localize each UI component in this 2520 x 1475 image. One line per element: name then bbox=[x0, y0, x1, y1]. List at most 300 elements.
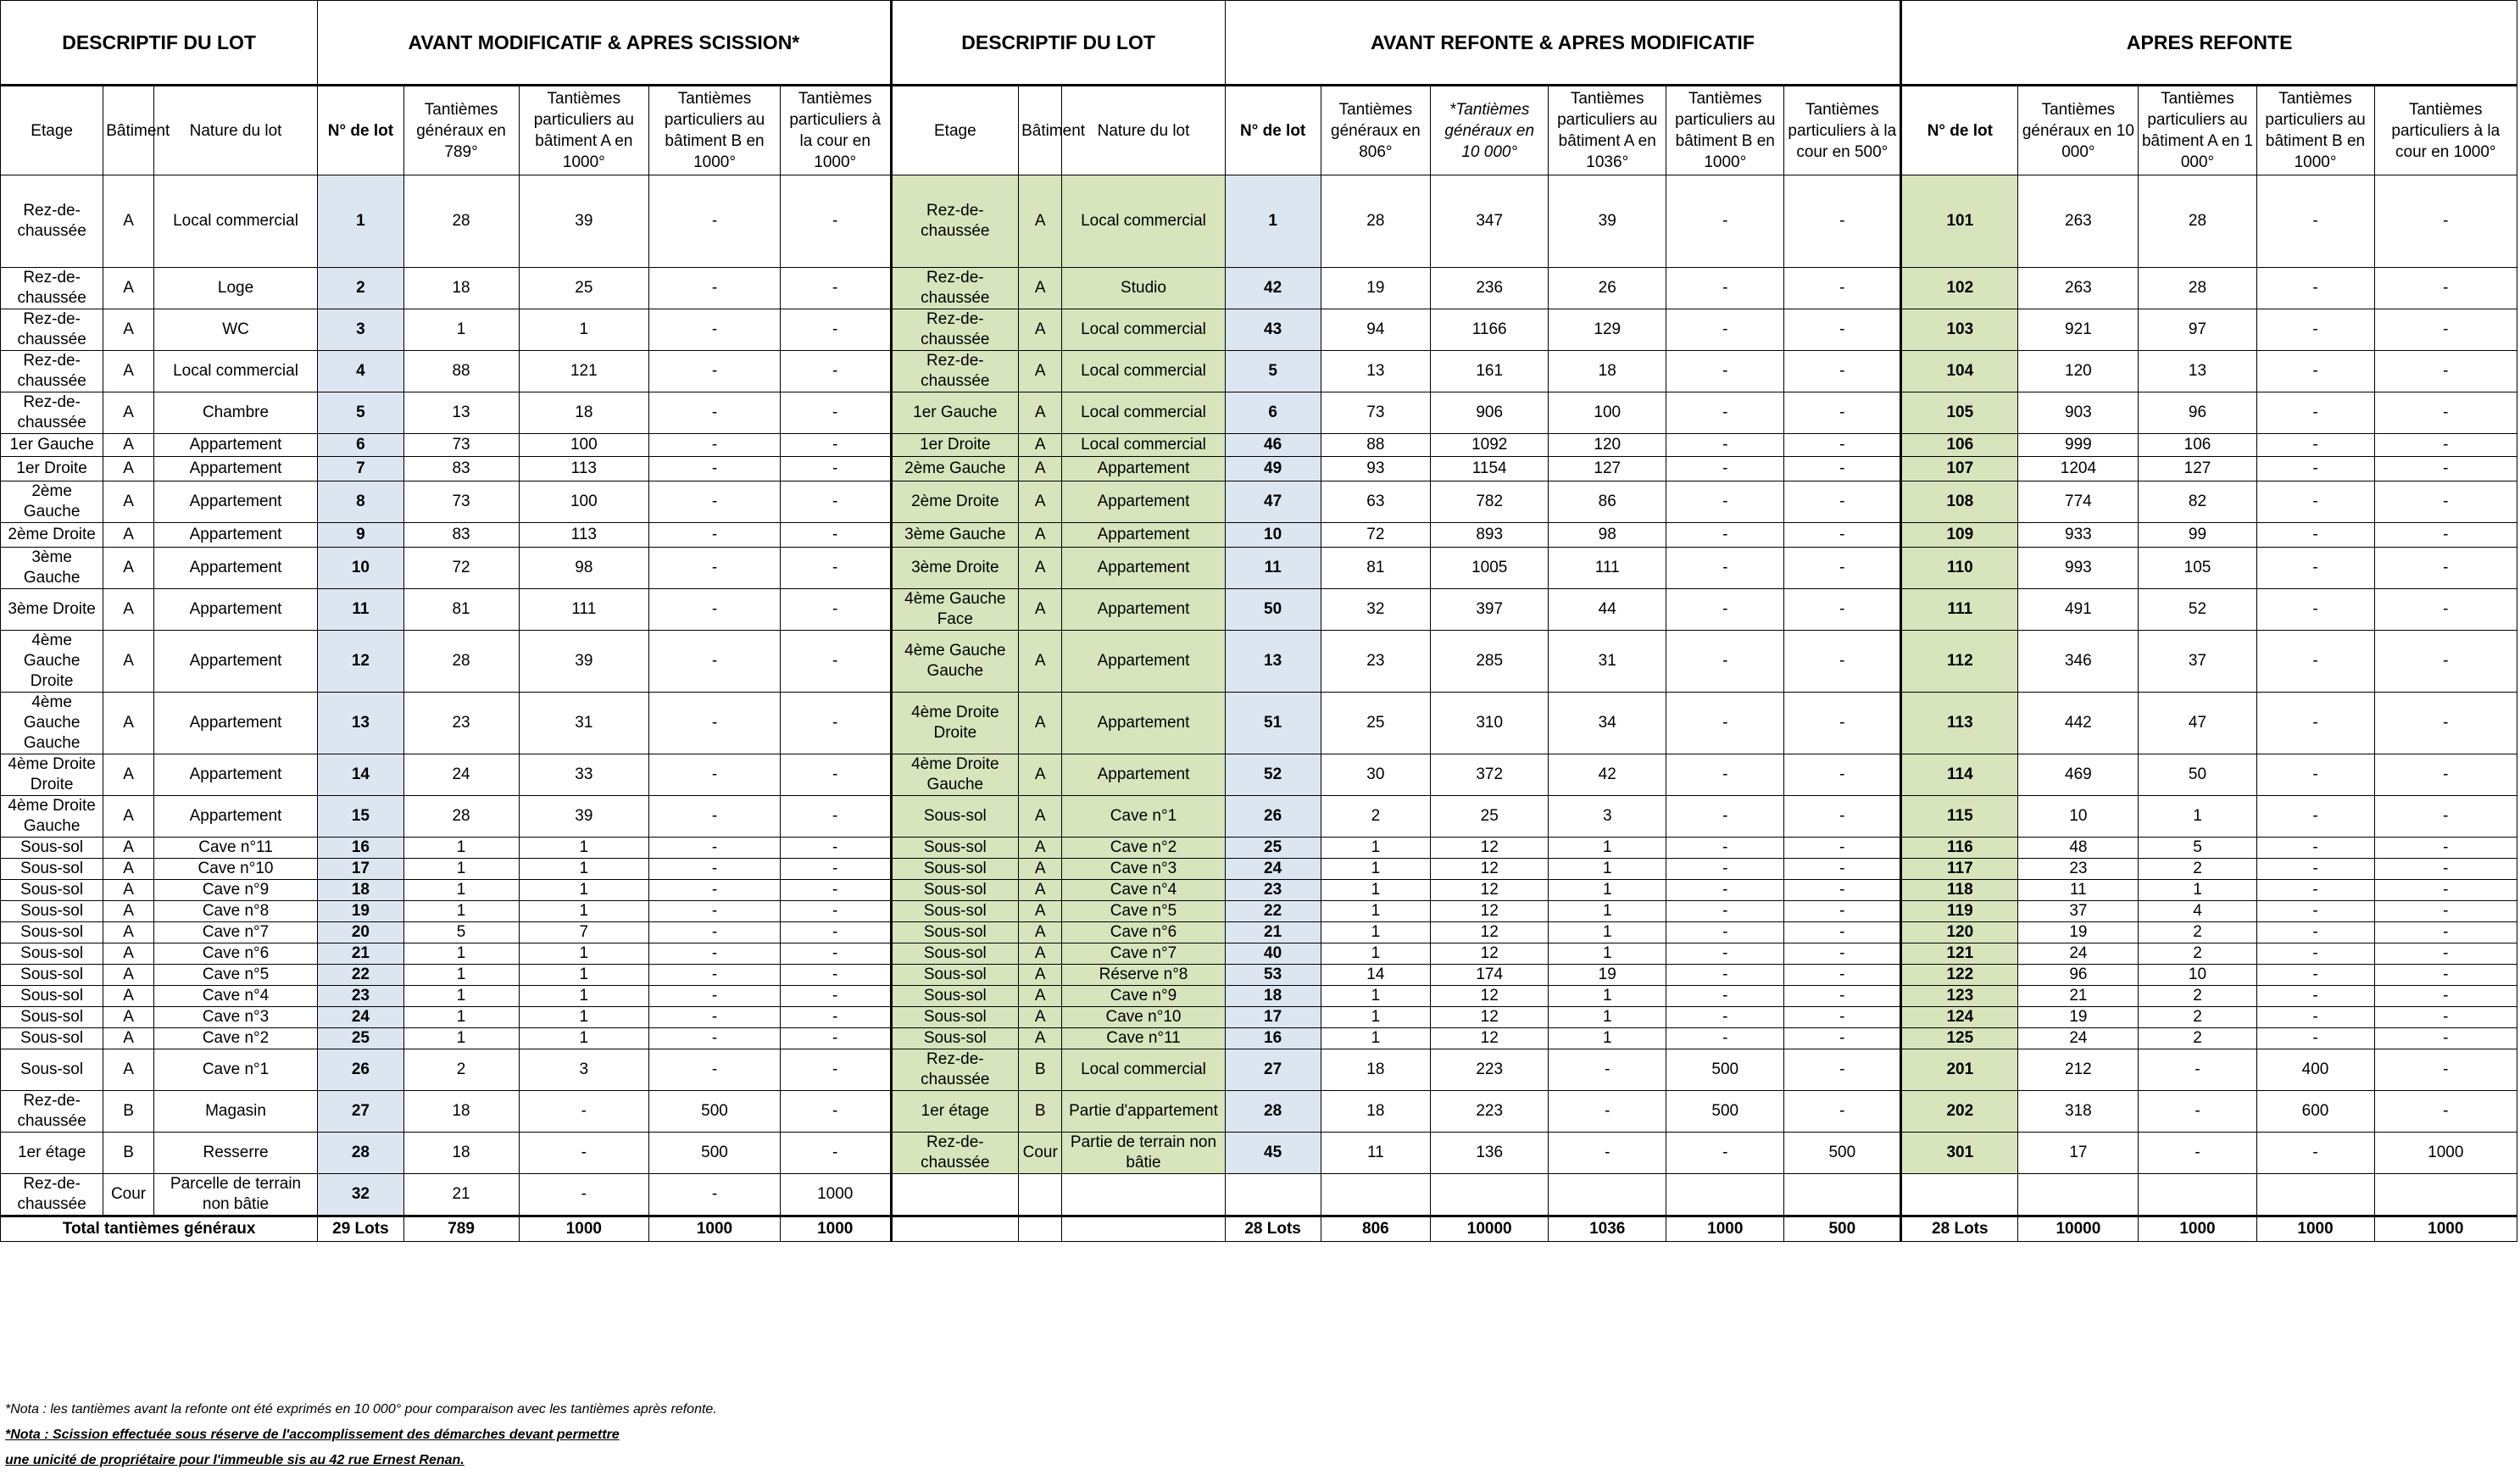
table-cell: Magasin bbox=[153, 1091, 317, 1133]
table-row bbox=[1, 589, 2517, 631]
table-cell: - bbox=[780, 268, 891, 309]
table-cell: 3ème Droite bbox=[1, 589, 103, 631]
total-cell: 29 Lots bbox=[318, 1216, 403, 1242]
table-cell: Sous-sol bbox=[891, 1007, 1019, 1028]
table-cell: - bbox=[780, 943, 891, 965]
column-header: *Tantièmes généraux en 10 000° bbox=[1431, 86, 1549, 175]
column-header-row bbox=[1, 86, 2517, 175]
table-cell: 39 bbox=[1549, 175, 1666, 268]
table-cell: 993 bbox=[2018, 548, 2139, 589]
table-cell: - bbox=[2374, 631, 2517, 693]
table-cell: 120 bbox=[2018, 351, 2139, 392]
table-cell: Partie de terrain non bâtie bbox=[1062, 1133, 1225, 1174]
table-cell: 202 bbox=[1901, 1091, 2018, 1133]
table-cell: - bbox=[2256, 943, 2374, 965]
total-cell: 10000 bbox=[1431, 1216, 1549, 1242]
table-cell bbox=[1784, 1174, 1901, 1216]
table-cell: - bbox=[1666, 523, 1784, 548]
table-cell bbox=[891, 1174, 1019, 1216]
table-cell: 47 bbox=[1225, 481, 1321, 523]
table-cell: - bbox=[780, 859, 891, 880]
table-cell: 1 bbox=[403, 986, 519, 1007]
table-cell: 88 bbox=[1321, 434, 1431, 457]
table-cell: - bbox=[780, 1049, 891, 1091]
table-cell: 1 bbox=[519, 901, 649, 922]
table-cell: 18 bbox=[403, 1091, 519, 1133]
table-cell: 28 bbox=[2139, 268, 2256, 309]
table-cell: 24 bbox=[1225, 859, 1321, 880]
table-cell: Cave n°6 bbox=[1062, 922, 1225, 943]
table-cell: 125 bbox=[1901, 1028, 2018, 1049]
table-row bbox=[1, 754, 2517, 796]
table-cell: 19 bbox=[2018, 922, 2139, 943]
table-cell: 12 bbox=[1431, 859, 1549, 880]
table-cell: Cave n°6 bbox=[153, 943, 317, 965]
table-cell: B bbox=[1019, 1091, 1062, 1133]
table-row bbox=[1, 943, 2517, 965]
group-header: AVANT REFONTE & APRES MODIFICATIF bbox=[1225, 1, 1901, 86]
table-cell: Appartement bbox=[153, 523, 317, 548]
table-cell: - bbox=[2256, 922, 2374, 943]
table-cell: A bbox=[1019, 986, 1062, 1007]
table-cell: Cave n°11 bbox=[153, 838, 317, 859]
table-cell: - bbox=[1784, 309, 1901, 351]
table-cell: 301 bbox=[1901, 1133, 2018, 1174]
table-cell: - bbox=[780, 1133, 891, 1174]
table-cell: - bbox=[2374, 1007, 2517, 1028]
table-cell: 5 bbox=[318, 392, 403, 434]
table-cell: Sous-sol bbox=[891, 943, 1019, 965]
table-cell: Rez-de-chaussée bbox=[1, 1174, 103, 1216]
table-cell: 52 bbox=[2139, 589, 2256, 631]
table-cell: 49 bbox=[1225, 457, 1321, 481]
table-cell: 51 bbox=[1225, 693, 1321, 754]
table-cell: 47 bbox=[2139, 693, 2256, 754]
table-cell: - bbox=[1666, 986, 1784, 1007]
table-cell: - bbox=[780, 309, 891, 351]
footnotes bbox=[5, 1397, 717, 1473]
table-cell: 127 bbox=[2139, 457, 2256, 481]
table-cell: Local commercial bbox=[1062, 351, 1225, 392]
table-cell: Rez-de-chaussée bbox=[1, 175, 103, 268]
table-cell: 12 bbox=[1431, 838, 1549, 859]
table-cell: Resserre bbox=[153, 1133, 317, 1174]
table-cell: A bbox=[1019, 922, 1062, 943]
table-cell: Appartement bbox=[1062, 481, 1225, 523]
table-cell: 500 bbox=[649, 1133, 781, 1174]
column-header: Tantièmes particuliers à la cour en 1000° bbox=[780, 86, 891, 175]
table-cell: 32 bbox=[318, 1174, 403, 1216]
table-cell: 42 bbox=[1225, 268, 1321, 309]
table-row bbox=[1, 1028, 2517, 1049]
table-cell: - bbox=[2374, 175, 2517, 268]
table-cell: 86 bbox=[1549, 481, 1666, 523]
column-header: Etage bbox=[1, 86, 103, 175]
table-cell: - bbox=[2374, 523, 2517, 548]
table-cell: 13 bbox=[1321, 351, 1431, 392]
table-cell: 23 bbox=[2018, 859, 2139, 880]
table-row bbox=[1, 481, 2517, 523]
table-cell: 16 bbox=[1225, 1028, 1321, 1049]
table-cell: - bbox=[2374, 838, 2517, 859]
table-cell: 1er Gauche bbox=[1, 434, 103, 457]
table-cell: 99 bbox=[2139, 523, 2256, 548]
table-cell: Sous-sol bbox=[1, 922, 103, 943]
table-cell: 42 bbox=[1549, 754, 1666, 796]
column-header: Tantièmes généraux en 789° bbox=[403, 86, 519, 175]
table-cell: 1 bbox=[1321, 880, 1431, 901]
table-cell: 1 bbox=[1549, 922, 1666, 943]
table-cell: - bbox=[780, 901, 891, 922]
table-cell: A bbox=[1019, 631, 1062, 693]
table-row bbox=[1, 1174, 2517, 1216]
group-header-row bbox=[1, 1, 2517, 86]
table-cell: - bbox=[2256, 1028, 2374, 1049]
table-cell: Cave n°5 bbox=[1062, 901, 1225, 922]
table-cell: 93 bbox=[1321, 457, 1431, 481]
table-cell: Sous-sol bbox=[1, 986, 103, 1007]
table-cell: 18 bbox=[1225, 986, 1321, 1007]
table-cell: - bbox=[1784, 351, 1901, 392]
table-cell: 1 bbox=[403, 1007, 519, 1028]
table-cell: 26 bbox=[318, 1049, 403, 1091]
total-cell bbox=[1062, 1216, 1225, 1242]
table-cell: - bbox=[2256, 901, 2374, 922]
table-row bbox=[1, 457, 2517, 481]
table-cell: Local commercial bbox=[1062, 392, 1225, 434]
table-cell: 4ème Gauche Droite bbox=[1, 631, 103, 693]
table-cell: 22 bbox=[1225, 901, 1321, 922]
table-cell: 1 bbox=[403, 943, 519, 965]
table-cell: 100 bbox=[519, 481, 649, 523]
table-cell: - bbox=[1784, 631, 1901, 693]
table-cell: 45 bbox=[1225, 1133, 1321, 1174]
table-cell: 12 bbox=[1431, 1028, 1549, 1049]
table-cell bbox=[2256, 1174, 2374, 1216]
table-cell: - bbox=[2256, 986, 2374, 1007]
table-cell: - bbox=[519, 1091, 649, 1133]
table-cell: - bbox=[2256, 268, 2374, 309]
table-cell: 1 bbox=[519, 859, 649, 880]
table-cell: 14 bbox=[1321, 965, 1431, 986]
table-cell: Appartement bbox=[1062, 548, 1225, 589]
table-cell: A bbox=[103, 631, 154, 693]
table-cell: - bbox=[1666, 589, 1784, 631]
table-cell: A bbox=[103, 754, 154, 796]
table-cell: 2ème Gauche bbox=[891, 457, 1019, 481]
table-cell: Sous-sol bbox=[1, 1007, 103, 1028]
table-cell: 1 bbox=[1321, 1028, 1431, 1049]
table-cell: Sous-sol bbox=[891, 1028, 1019, 1049]
table-cell: 101 bbox=[1901, 175, 2018, 268]
table-cell: 5 bbox=[403, 922, 519, 943]
total-cell: 1000 bbox=[2139, 1216, 2256, 1242]
table-cell: - bbox=[519, 1174, 649, 1216]
table-cell: - bbox=[2256, 838, 2374, 859]
table-cell: 32 bbox=[1321, 589, 1431, 631]
table-cell: 1 bbox=[2139, 880, 2256, 901]
table-cell: 1 bbox=[1549, 838, 1666, 859]
table-cell: 2 bbox=[2139, 859, 2256, 880]
table-cell: 48 bbox=[2018, 838, 2139, 859]
table-cell: 28 bbox=[1321, 175, 1431, 268]
table-cell: 18 bbox=[1321, 1091, 1431, 1133]
total-cell: 789 bbox=[403, 1216, 519, 1242]
table-cell: 1 bbox=[403, 901, 519, 922]
table-cell: A bbox=[103, 943, 154, 965]
table-cell: 1 bbox=[403, 880, 519, 901]
table-cell: - bbox=[1666, 309, 1784, 351]
table-cell: - bbox=[2256, 548, 2374, 589]
table-cell: - bbox=[649, 1007, 781, 1028]
table-cell: 124 bbox=[1901, 1007, 2018, 1028]
table-row bbox=[1, 1091, 2517, 1133]
table-cell: 19 bbox=[1549, 965, 1666, 986]
table-cell: 1 bbox=[1321, 986, 1431, 1007]
table-cell: 3ème Gauche bbox=[891, 523, 1019, 548]
table-cell: 201 bbox=[1901, 1049, 2018, 1091]
table-cell: 13 bbox=[1225, 631, 1321, 693]
table-cell: 16 bbox=[318, 838, 403, 859]
table-cell: 600 bbox=[2256, 1091, 2374, 1133]
table-cell: 17 bbox=[2018, 1133, 2139, 1174]
table-cell: Appartement bbox=[1062, 589, 1225, 631]
table-cell: 906 bbox=[1431, 392, 1549, 434]
table-cell: 903 bbox=[2018, 392, 2139, 434]
table-cell: 72 bbox=[1321, 523, 1431, 548]
table-cell: - bbox=[649, 838, 781, 859]
table-row bbox=[1, 309, 2517, 351]
table-cell: Sous-sol bbox=[1, 943, 103, 965]
table-cell: 21 bbox=[1225, 922, 1321, 943]
table-cell: - bbox=[649, 796, 781, 838]
table-cell: 28 bbox=[403, 631, 519, 693]
table-cell: 98 bbox=[1549, 523, 1666, 548]
table-cell: 4ème Droite Gauche bbox=[1, 796, 103, 838]
table-cell: 1 bbox=[519, 838, 649, 859]
table-cell: A bbox=[1019, 523, 1062, 548]
table-cell: 500 bbox=[649, 1091, 781, 1133]
table-cell: Cave n°1 bbox=[153, 1049, 317, 1091]
table-cell: - bbox=[1666, 457, 1784, 481]
table-cell: 500 bbox=[1784, 1133, 1901, 1174]
table-cell: 1 bbox=[1549, 1028, 1666, 1049]
table-cell: - bbox=[649, 1028, 781, 1049]
table-cell: 161 bbox=[1431, 351, 1549, 392]
table-cell: - bbox=[2256, 754, 2374, 796]
table-cell: 500 bbox=[1666, 1091, 1784, 1133]
table-cell: 1 bbox=[1549, 901, 1666, 922]
table-cell: A bbox=[103, 1049, 154, 1091]
table-cell: 1 bbox=[403, 838, 519, 859]
table-cell: Cave n°4 bbox=[1062, 880, 1225, 901]
table-cell: - bbox=[649, 434, 781, 457]
table-cell: 263 bbox=[2018, 268, 2139, 309]
table-cell: - bbox=[2374, 796, 2517, 838]
table-cell: 72 bbox=[403, 548, 519, 589]
table-cell: Rez-de-chaussée bbox=[1, 309, 103, 351]
table-cell: - bbox=[780, 796, 891, 838]
table-cell: A bbox=[1019, 589, 1062, 631]
table-cell: A bbox=[103, 1007, 154, 1028]
table-cell: Sous-sol bbox=[891, 838, 1019, 859]
column-header: Tantièmes particuliers au bâtiment B en 1000° bbox=[649, 86, 781, 175]
table-cell: - bbox=[1784, 965, 1901, 986]
table-cell: 25 bbox=[1321, 693, 1431, 754]
table-cell: - bbox=[1666, 901, 1784, 922]
table-cell: - bbox=[2374, 309, 2517, 351]
table-cell: 1 bbox=[519, 986, 649, 1007]
table-cell: Parcelle de terrain non bâtie bbox=[153, 1174, 317, 1216]
table-cell: 122 bbox=[1901, 965, 2018, 986]
table-cell: 1204 bbox=[2018, 457, 2139, 481]
table-cell: 26 bbox=[1225, 796, 1321, 838]
table-cell: - bbox=[519, 1133, 649, 1174]
total-cell bbox=[891, 1216, 1019, 1242]
table-cell: 50 bbox=[1225, 589, 1321, 631]
table-cell: 3ème Gauche bbox=[1, 548, 103, 589]
table-cell: Rez-de-chaussée bbox=[1, 351, 103, 392]
table-cell: Sous-sol bbox=[891, 965, 1019, 986]
table-cell: 2 bbox=[2139, 922, 2256, 943]
table-cell: 2 bbox=[403, 1049, 519, 1091]
table-cell: Appartement bbox=[153, 631, 317, 693]
table-cell: 106 bbox=[1901, 434, 2018, 457]
table-cell: 1 bbox=[1321, 922, 1431, 943]
table-cell: 4ème Droite Gauche bbox=[891, 754, 1019, 796]
table-row bbox=[1, 548, 2517, 589]
table-row bbox=[1, 1133, 2517, 1174]
table-cell: - bbox=[2374, 754, 2517, 796]
table-cell: - bbox=[649, 175, 781, 268]
total-cell: 10000 bbox=[2018, 1216, 2139, 1242]
table-cell: 113 bbox=[519, 457, 649, 481]
table-cell: Appartement bbox=[1062, 457, 1225, 481]
table-cell: A bbox=[103, 392, 154, 434]
table-cell: 73 bbox=[403, 434, 519, 457]
table-cell: - bbox=[649, 631, 781, 693]
total-cell: 1036 bbox=[1549, 1216, 1666, 1242]
table-cell: A bbox=[1019, 754, 1062, 796]
table-cell: 11 bbox=[318, 589, 403, 631]
table-cell: 121 bbox=[519, 351, 649, 392]
table-cell: 21 bbox=[318, 943, 403, 965]
table-cell: A bbox=[103, 986, 154, 1007]
table-cell: - bbox=[1784, 922, 1901, 943]
table-cell: 23 bbox=[1321, 631, 1431, 693]
column-header: Tantièmes particuliers au bâtiment B en 1000° bbox=[2256, 86, 2374, 175]
table-cell: - bbox=[1666, 693, 1784, 754]
column-header: Nature du lot bbox=[1062, 86, 1225, 175]
table-cell: 105 bbox=[1901, 392, 2018, 434]
table-cell: 13 bbox=[318, 693, 403, 754]
table-cell: - bbox=[2256, 1133, 2374, 1174]
table-cell: - bbox=[1784, 838, 1901, 859]
table-cell: - bbox=[780, 392, 891, 434]
table-cell: 2 bbox=[1321, 796, 1431, 838]
table-cell: 2 bbox=[318, 268, 403, 309]
table-cell: 1 bbox=[318, 175, 403, 268]
group-header: APRES REFONTE bbox=[1901, 1, 2517, 86]
table-row bbox=[1, 523, 2517, 548]
table-cell: - bbox=[2374, 693, 2517, 754]
table-cell: Rez-de-chaussée bbox=[891, 1133, 1019, 1174]
table-cell: 21 bbox=[2018, 986, 2139, 1007]
table-row bbox=[1, 1007, 2517, 1028]
table-cell: A bbox=[1019, 457, 1062, 481]
table-cell: 933 bbox=[2018, 523, 2139, 548]
table-cell: 2 bbox=[2139, 1028, 2256, 1049]
table-cell: 121 bbox=[1901, 943, 2018, 965]
table-cell: Sous-sol bbox=[1, 838, 103, 859]
table-cell: Appartement bbox=[1062, 754, 1225, 796]
table-cell: 109 bbox=[1901, 523, 2018, 548]
table-row bbox=[1, 175, 2517, 268]
table-cell: A bbox=[103, 481, 154, 523]
table-cell: 82 bbox=[2139, 481, 2256, 523]
table-cell: - bbox=[649, 309, 781, 351]
table-cell: 116 bbox=[1901, 838, 2018, 859]
table-cell: Cave n°8 bbox=[153, 901, 317, 922]
table-cell: - bbox=[649, 943, 781, 965]
table-cell: Local commercial bbox=[1062, 434, 1225, 457]
table-cell: 11 bbox=[1321, 1133, 1431, 1174]
table-cell: 34 bbox=[1549, 693, 1666, 754]
table-cell: B bbox=[103, 1133, 154, 1174]
table-cell: 111 bbox=[1901, 589, 2018, 631]
table-cell: 39 bbox=[519, 631, 649, 693]
table-cell: 4 bbox=[318, 351, 403, 392]
table-cell: A bbox=[103, 796, 154, 838]
table-cell: Cave n°9 bbox=[153, 880, 317, 901]
table-cell: Sous-sol bbox=[1, 1028, 103, 1049]
table-cell: 96 bbox=[2139, 392, 2256, 434]
table-cell: - bbox=[2256, 309, 2374, 351]
table-cell: 263 bbox=[2018, 175, 2139, 268]
table-cell: - bbox=[2374, 434, 2517, 457]
table-cell: 2ème Gauche bbox=[1, 481, 103, 523]
table-row bbox=[1, 392, 2517, 434]
table-cell: - bbox=[780, 838, 891, 859]
table-cell: 1 bbox=[1549, 859, 1666, 880]
table-cell: 1 bbox=[1549, 1007, 1666, 1028]
table-cell: A bbox=[103, 901, 154, 922]
table-cell: 2 bbox=[2139, 1007, 2256, 1028]
table-cell: 893 bbox=[1431, 523, 1549, 548]
column-header: Tantièmes particuliers au bâtiment A en 1000° bbox=[519, 86, 649, 175]
table-cell: - bbox=[2374, 1091, 2517, 1133]
table-cell: 3 bbox=[1549, 796, 1666, 838]
table-cell: Réserve n°8 bbox=[1062, 965, 1225, 986]
table-cell: 372 bbox=[1431, 754, 1549, 796]
table-cell: - bbox=[2256, 457, 2374, 481]
table-cell: - bbox=[1666, 1028, 1784, 1049]
table-cell: - bbox=[780, 631, 891, 693]
group-header: DESCRIPTIF DU LOT bbox=[1, 1, 318, 86]
table-cell: - bbox=[780, 175, 891, 268]
table-cell: 1005 bbox=[1431, 548, 1549, 589]
table-cell: - bbox=[780, 523, 891, 548]
table-cell: 1092 bbox=[1431, 434, 1549, 457]
table-cell: - bbox=[1784, 175, 1901, 268]
table-cell: 118 bbox=[1901, 880, 2018, 901]
table-cell: 1 bbox=[1549, 986, 1666, 1007]
table-cell: Appartement bbox=[153, 796, 317, 838]
table-cell: Local commercial bbox=[1062, 1049, 1225, 1091]
table-cell: 212 bbox=[2018, 1049, 2139, 1091]
table-cell: 1 bbox=[1225, 175, 1321, 268]
table-cell: Cour bbox=[103, 1174, 154, 1216]
